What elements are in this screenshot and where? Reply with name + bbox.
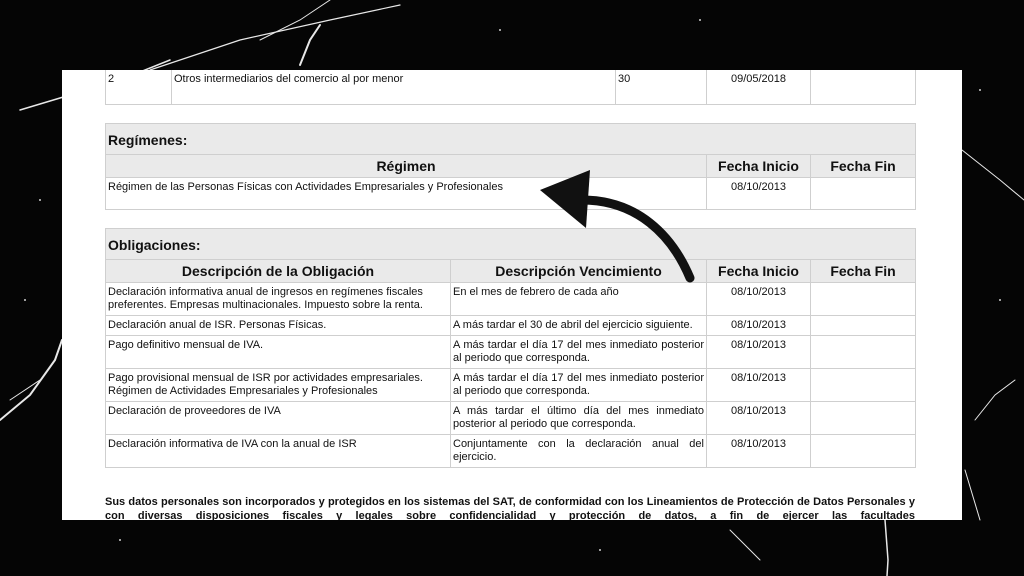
obligation-description: Declaración informativa anual de ingresos en regímenes fiscales preferentes. Empresas multinacionales. Impuesto sobre la renta. [106, 283, 451, 316]
regimen-header: Régimen [106, 155, 707, 178]
obligation-end-date [811, 435, 916, 468]
obligation-description: Declaración anual de ISR. Personas Físicas. [106, 316, 451, 336]
table-row [106, 70, 916, 104]
obligation-due: A más tardar el último día del mes inmediato posterior al periodo que corresponda. [451, 402, 707, 435]
activity-number: 2 [106, 70, 172, 104]
obligation-due: A más tardar el día 17 del mes inmediato posterior al periodo que corresponda. [451, 336, 707, 369]
activity-end-date [811, 70, 916, 104]
activity-start-date: 09/05/2018 [707, 70, 811, 104]
activity-description: Otros intermediarios del comercio al por menor [172, 70, 616, 104]
regimen-end-header: Fecha Fin [811, 155, 916, 178]
table-row [106, 435, 916, 468]
regimenes-title: Regímenes: [106, 124, 916, 155]
obligation-start-date: 08/10/2013 [707, 336, 811, 369]
obligation-description: Pago definitivo mensual de IVA. [106, 336, 451, 369]
obligation-desc-header: Descripción de la Obligación [106, 260, 451, 283]
obligation-due: Conjuntamente con la declaración anual del ejercicio. [451, 435, 707, 468]
obligation-due: A más tardar el 30 de abril del ejercicio siguiente. [451, 316, 707, 336]
table-row [106, 316, 916, 336]
obligation-start-date: 08/10/2013 [707, 369, 811, 402]
regimen-end-date [811, 178, 916, 210]
document-page [62, 70, 962, 520]
regimen-start-date: 08/10/2013 [707, 178, 811, 210]
obligation-start-date: 08/10/2013 [707, 435, 811, 468]
regimen-name: Régimen de las Personas Físicas con Actividades Empresariales y Profesionales [106, 178, 707, 210]
obligation-start-date: 08/10/2013 [707, 283, 811, 316]
obligation-description: Pago provisional mensual de ISR por actividades empresariales. Régimen de Actividades Empresariales y Profesionales [106, 369, 451, 402]
obligation-description: Declaración de proveedores de IVA [106, 402, 451, 435]
obligaciones-title: Obligaciones: [106, 229, 916, 260]
obligation-end-date [811, 316, 916, 336]
regimenes-table [105, 123, 916, 210]
obligation-start-header: Fecha Inicio [707, 260, 811, 283]
activities-table [105, 70, 916, 105]
obligation-end-date [811, 369, 916, 402]
privacy-notice: Sus datos personales son incorporados y protegidos en los sistemas del SAT, de conformidad con los Lineamientos de Protección de Datos Personales y con diversas disposiciones fiscales y legales sobre confidencialidad y protección de datos, a fin de ejercer las facultades [105, 496, 915, 520]
obligation-end-header: Fecha Fin [811, 260, 916, 283]
activity-percentage: 30 [616, 70, 707, 104]
regimen-start-header: Fecha Inicio [707, 155, 811, 178]
table-row [106, 402, 916, 435]
obligaciones-table [105, 228, 916, 468]
obligation-start-date: 08/10/2013 [707, 402, 811, 435]
table-row [106, 283, 916, 316]
obligation-description: Declaración informativa de IVA con la anual de ISR [106, 435, 451, 468]
obligation-end-date [811, 336, 916, 369]
obligation-end-date [811, 402, 916, 435]
obligation-due: A más tardar el día 17 del mes inmediato posterior al periodo que corresponda. [451, 369, 707, 402]
table-row [106, 369, 916, 402]
table-row [106, 178, 916, 210]
obligation-due: En el mes de febrero de cada año [451, 283, 707, 316]
table-row [106, 336, 916, 369]
obligation-due-header: Descripción Vencimiento [451, 260, 707, 283]
obligation-end-date [811, 283, 916, 316]
obligation-start-date: 08/10/2013 [707, 316, 811, 336]
